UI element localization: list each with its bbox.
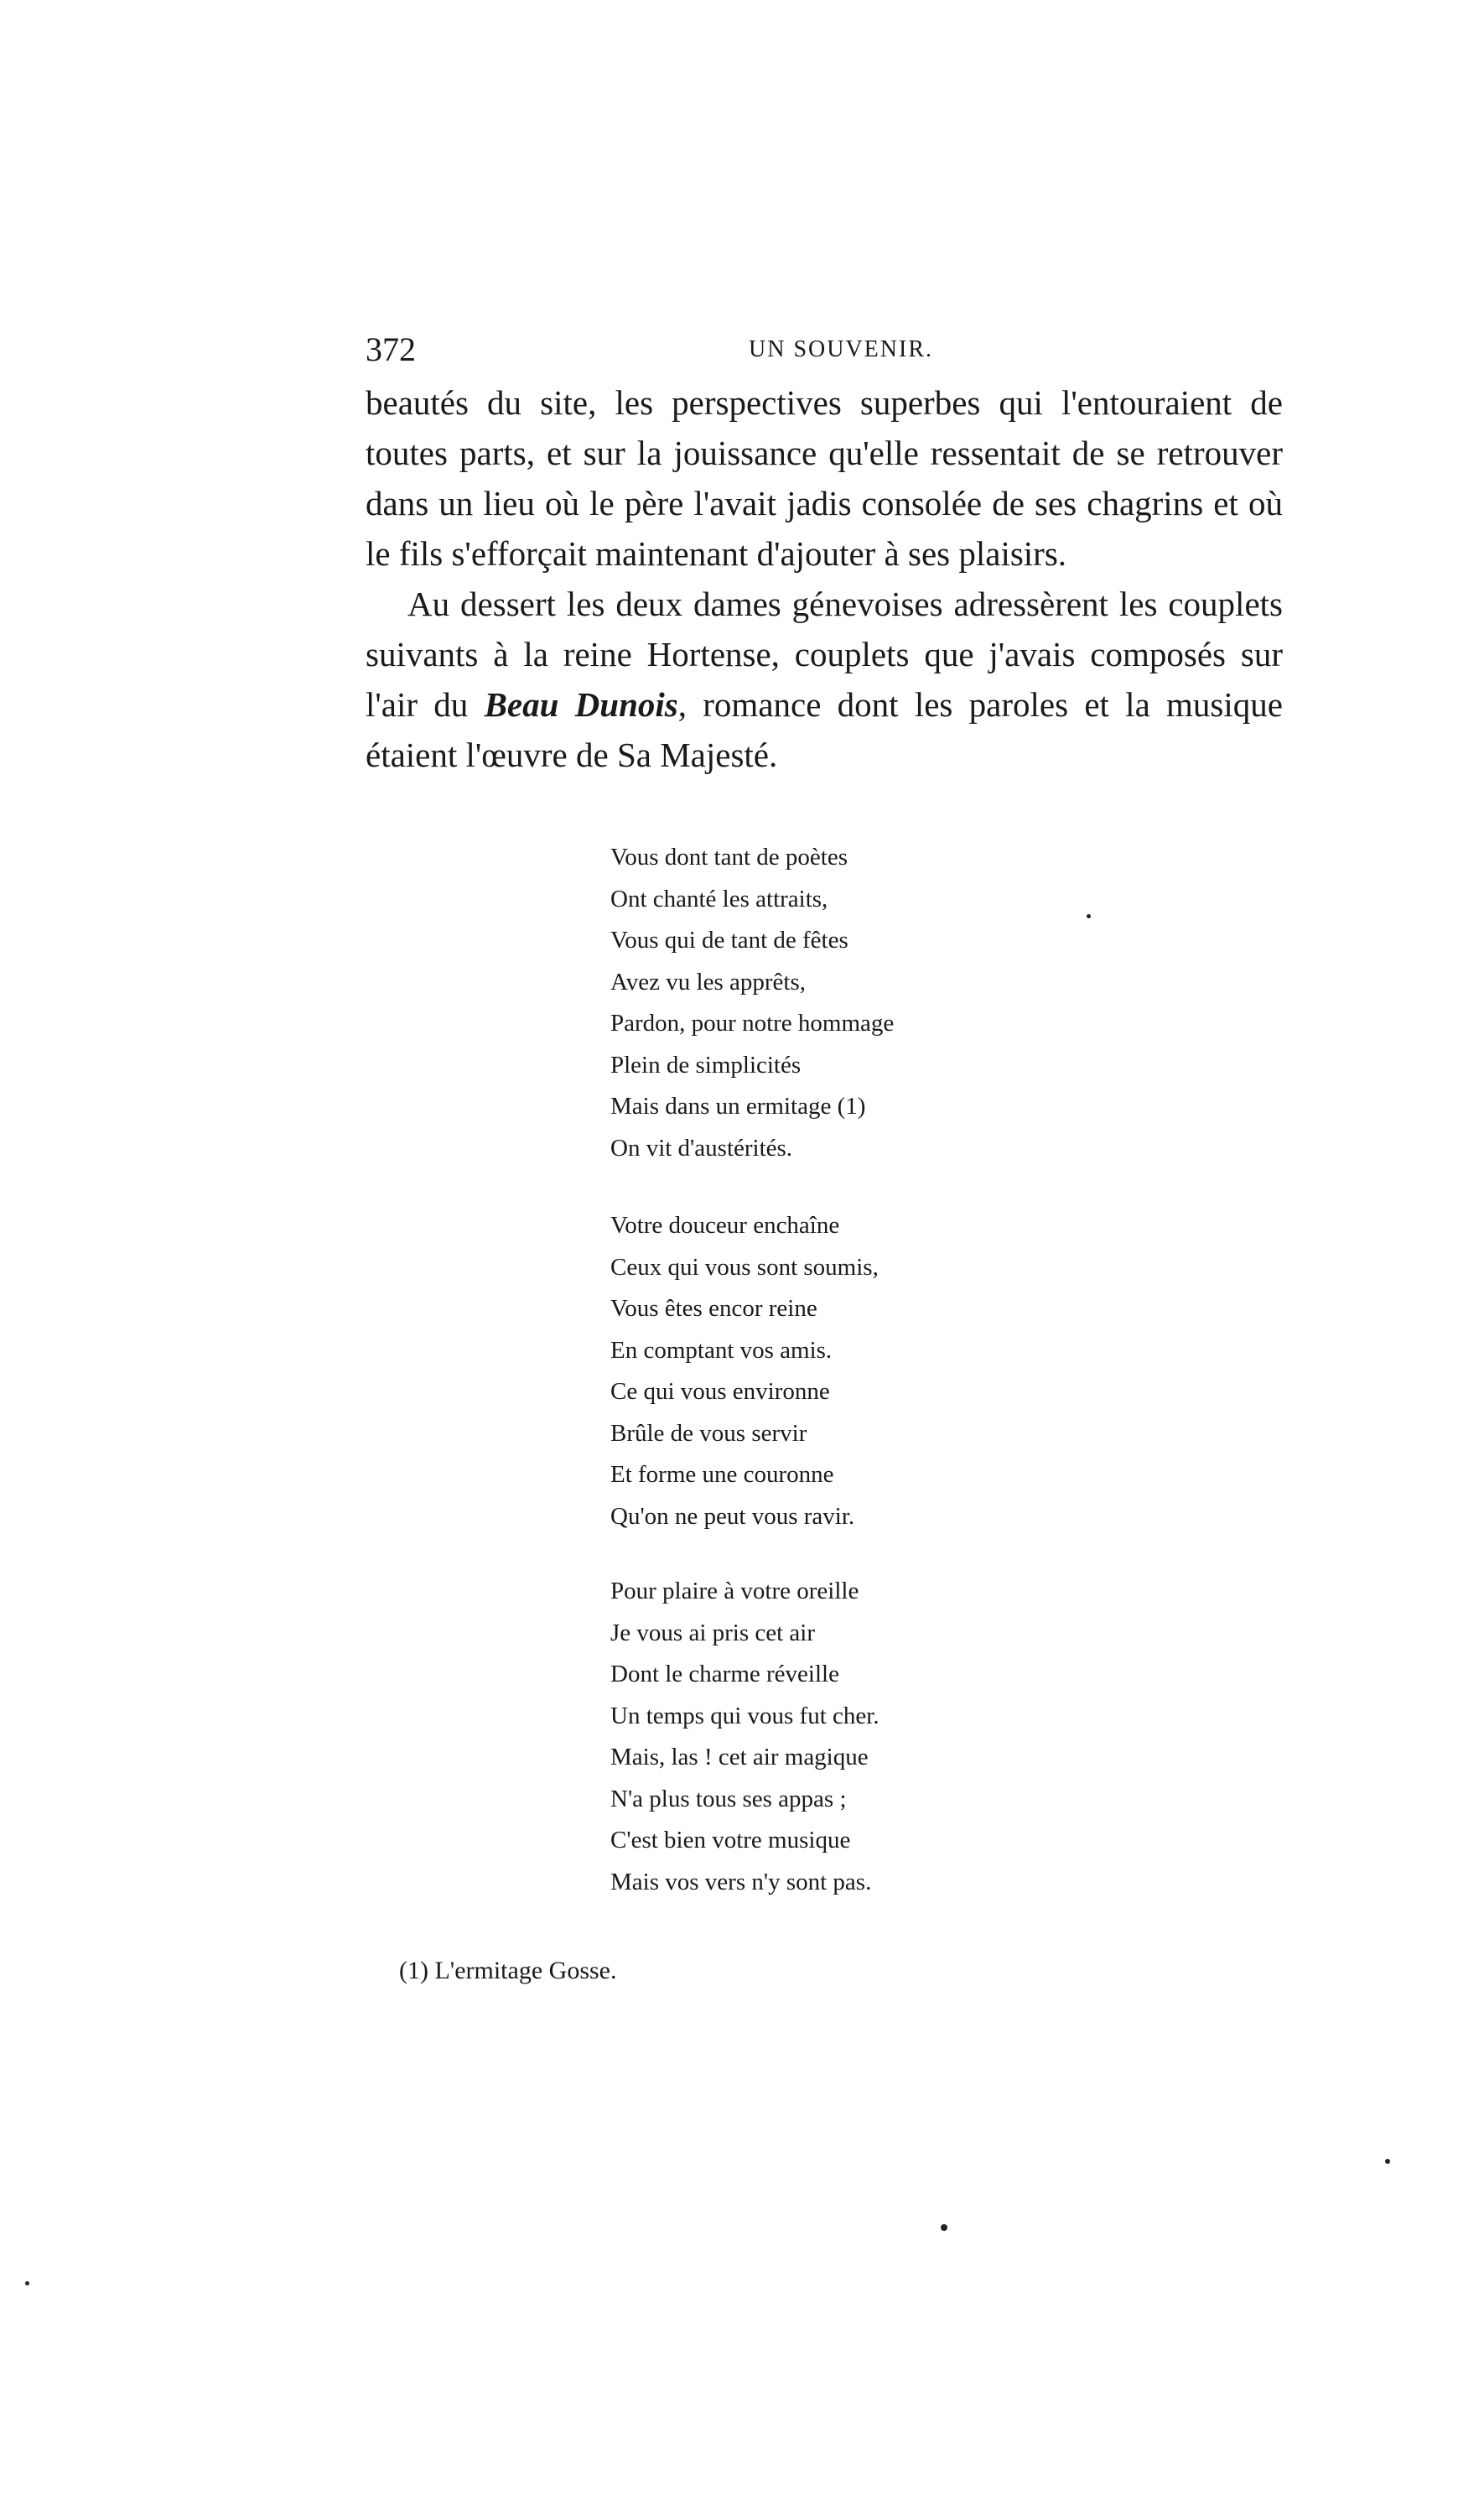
verse-line: Vous dont tant de poètes	[610, 844, 848, 871]
prose-text	[366, 377, 1283, 780]
verse-line: Avez vu les apprêts,	[610, 968, 806, 996]
air-title: Beau Dunois	[484, 685, 678, 724]
paragraph-2-after: , romance dont les paroles et la musique étaient l'œuvre de Sa Majesté.	[366, 685, 1283, 774]
verse-line: Qu'on ne peut vous ravir.	[610, 1502, 855, 1530]
verse-line: On vit d'austérités.	[610, 1134, 793, 1162]
verse-line: Vous qui de tant de fêtes	[610, 927, 848, 954]
verse-line: Et forme une couronne	[610, 1461, 834, 1488]
verse-line: Plein de simplicités	[610, 1051, 802, 1079]
poem-stanza-1	[610, 837, 1113, 1169]
scan-speck	[941, 2224, 947, 2231]
verse-line: Brûle de vous servir	[610, 1419, 807, 1447]
verse-line: Pardon, pour notre hommage	[610, 1010, 895, 1037]
running-title: UN SOUVENIR.	[749, 336, 933, 362]
scan-speck	[25, 2281, 29, 2285]
verse-line: C'est bien votre musique	[610, 1827, 851, 1854]
poem-stanza-2	[610, 1205, 1113, 1537]
verse-line: Ce qui vous environne	[610, 1378, 830, 1405]
verse-line: Dont le charme réveille	[610, 1661, 839, 1687]
verse-line: Ceux qui vous sont soumis,	[610, 1253, 879, 1281]
verse-line: Mais dans un ermitage (1)	[610, 1093, 866, 1120]
page-number: 372	[366, 330, 416, 368]
verse-line: En comptant vos amis.	[610, 1336, 833, 1364]
paragraph-2	[366, 579, 1283, 780]
verse-line: Mais, las ! cet air magique	[610, 1744, 869, 1770]
verse-line: Votre douceur enchaîne	[610, 1212, 840, 1239]
verse-line: Ont chanté les attraits,	[610, 885, 828, 912]
poem-stanza-3	[610, 1571, 1113, 1903]
paragraph-1: beautés du site, les perspectives superbes qui l'entouraient de toutes parts, et sur la jouissance qu'elle ressentait de se retrouver dans un lieu où le père l'avait jadis consolée de ses chagrins et où le fils s'efforçait maintenant d'ajouter à ses plaisirs.	[366, 383, 1283, 573]
verse-line: Mais vos vers n'y sont pas.	[610, 1868, 872, 1895]
scan-speck	[1385, 2159, 1390, 2164]
footnote: (1) L'ermitage Gosse.	[399, 1957, 617, 1984]
verse-line: Vous êtes encor reine	[610, 1295, 817, 1322]
verse-line: Je vous ai pris cet air	[610, 1619, 816, 1646]
verse-line: N'a plus tous ses appas ;	[610, 1785, 847, 1812]
scan-speck	[1087, 914, 1091, 918]
running-head	[366, 329, 1283, 371]
paragraph-2-before: Au dessert les deux dames génevoises adressèrent les couplets suivants à la reine Hortense, couplets que j'avais composés sur l'air du	[366, 585, 1283, 724]
verse-line: Pour plaire à votre oreille	[610, 1578, 859, 1604]
verse-line: Un temps qui vous fut cher.	[610, 1702, 880, 1729]
